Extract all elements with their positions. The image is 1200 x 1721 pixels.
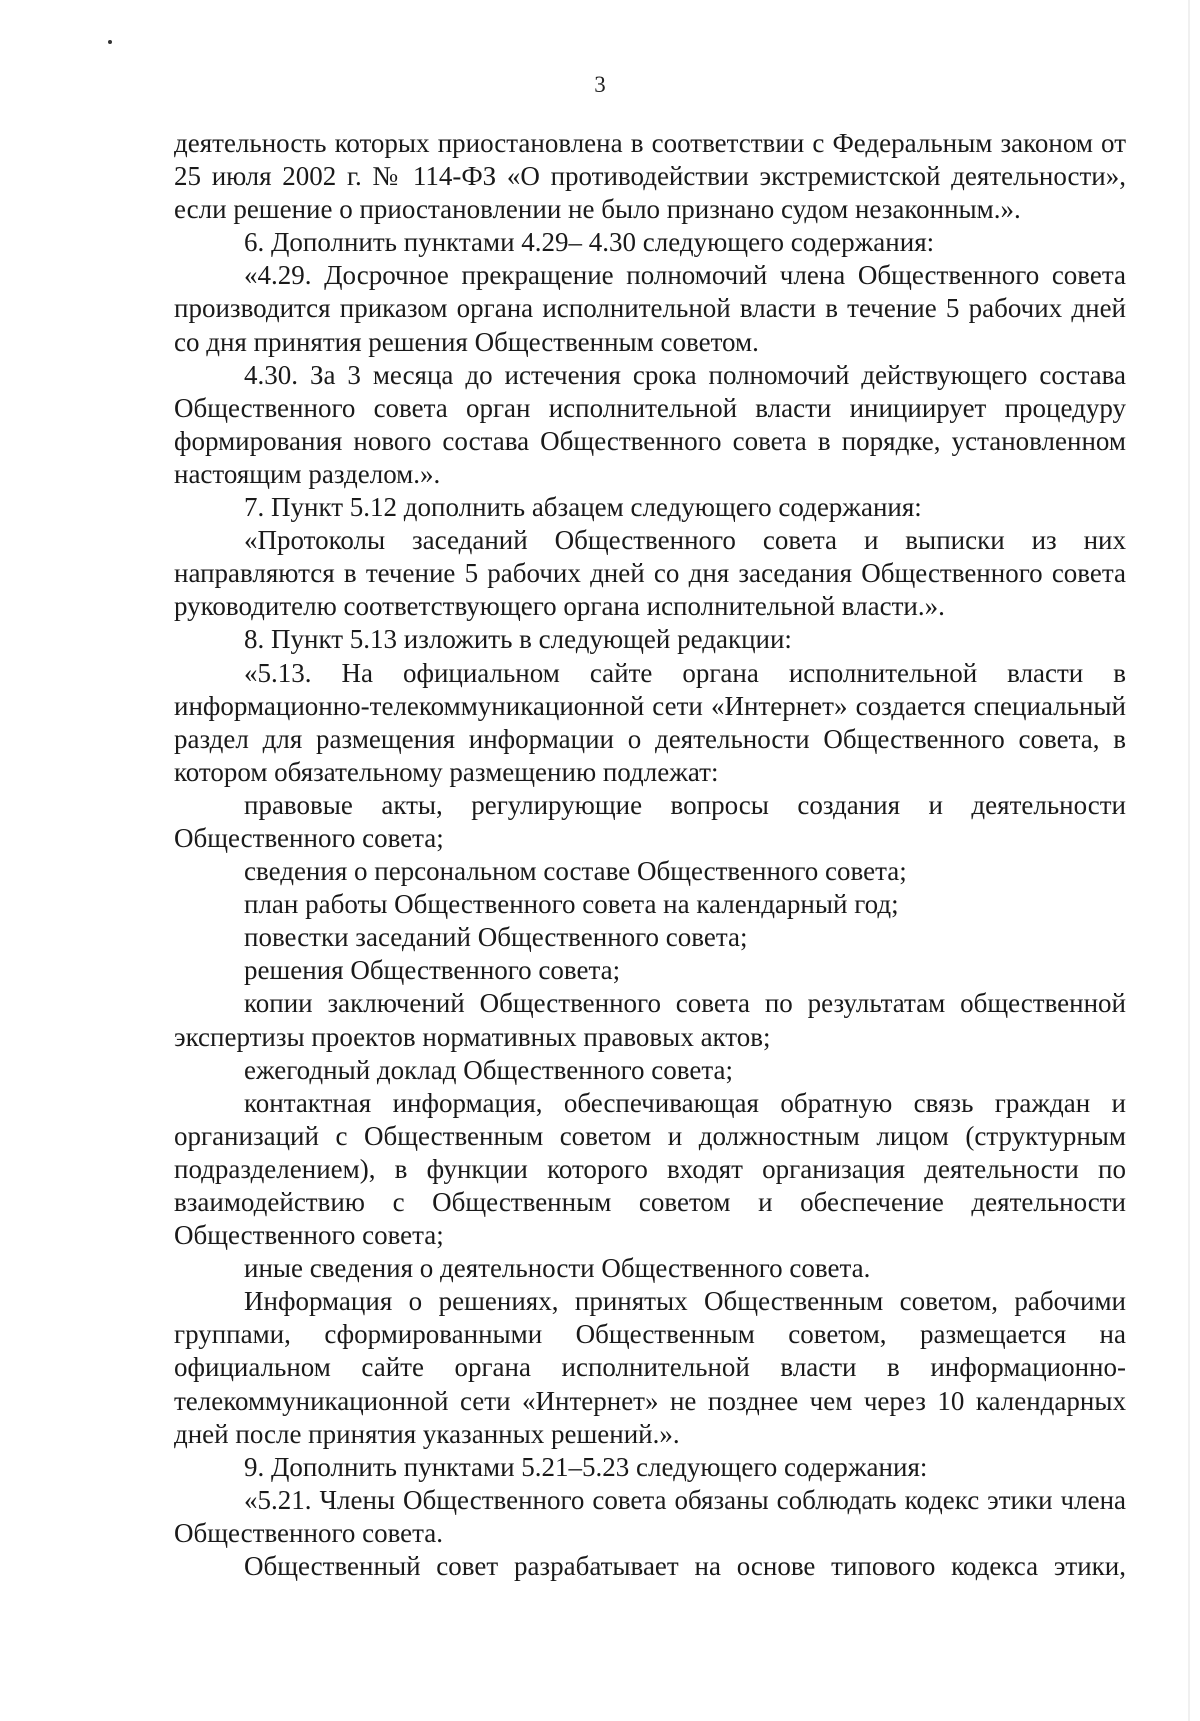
paragraph-item-6: 6. Дополнить пунктами 4.29– 4.30 следующего содержания: <box>244 227 935 258</box>
list-item-other-info: иные сведения о деятельности Общественного совета. <box>244 1253 871 1284</box>
list-item-annual-report: ежегодный доклад Общественного совета; <box>244 1054 733 1085</box>
paragraph-4-29: «4.29. Досрочное прекращение полномочий члена Общественного совета производится приказом органа исполнительной власти в течение 5 рабочих дней со дня принятия решения Общественным советом. <box>174 260 1126 357</box>
paragraph-4-30: 4.30. За 3 месяца до истечения срока полномочий действующего состава Общественного совета орган исполнительной власти инициирует процедуру формирования нового состава Общественного совета в порядке, установленном настоящим разделом.». <box>174 359 1126 489</box>
paragraph-item-7: 7. Пункт 5.12 дополнить абзацем следующего содержания: <box>244 492 922 523</box>
paragraph-5-13: «5.13. На официальном сайте органа исполнительной власти в информационно-телекоммуникационной сети «Интернет» создается специальный раздел для размещения информации о деятельности Общественного совета, в котором обязательному размещению подлежат: <box>174 657 1126 787</box>
paragraph-protocols: «Протоколы заседаний Общественного совета и выписки из них направляются в течение 5 рабочих дней со дня заседания Общественного совета руководителю соответствующего органа исполнительной власти.». <box>174 525 1126 622</box>
paragraph-decisions-info: Информация о решениях, принятых Общественным советом, рабочими группами, сформированными Общественным советом, размещается на официальном сайте органа исполнительной власти в информационно-телекоммуникационной сети «Интернет» не позднее чем через 10 календарных дней после принятия указанных решений.». <box>174 1286 1126 1449</box>
list-item-agendas: повестки заседаний Общественного совета; <box>244 922 748 953</box>
paragraph-continuation: деятельность которых приостановлена в соответствии с Федеральным законом от 25 июля 2002 г. № 114-ФЗ «О противодействии экстремистской деятельности», если решение о приостановлении не было признано судом незаконным.». <box>174 128 1126 225</box>
paragraph-ethics-code: Общественный совет разрабатывает на основе типового кодекса этики, <box>244 1551 1126 1582</box>
list-item-legal-acts: правовые акты, регулирующие вопросы создания и деятельности Общественного совета; <box>174 789 1126 853</box>
list-item-conclusions: копии заключений Общественного совета по результатам общественной экспертизы проектов нормативных правовых актов; <box>174 988 1126 1052</box>
list-item-contact-info: контактная информация, обеспечивающая обратную связь граждан и организаций с Общественным советом и должностным лицом (структурным подразделением), в функции которого входят организация деятельности по взаимодействию с Общественным советом и обеспечение деятельности Общественного совета; <box>174 1087 1126 1251</box>
page-number: 3 <box>594 72 606 97</box>
list-item-composition: сведения о персональном составе Общественного совета; <box>244 856 907 887</box>
paragraph-5-21: «5.21. Члены Общественного совета обязаны соблюдать кодекс этики члена Общественного совета. <box>174 1484 1126 1548</box>
scan-edge-mark <box>1188 0 1190 1721</box>
paragraph-item-9: 9. Дополнить пунктами 5.21–5.23 следующего содержания: <box>244 1451 928 1482</box>
document-body <box>174 127 1126 1583</box>
list-item-decisions: решения Общественного совета; <box>244 955 621 986</box>
list-item-work-plan: план работы Общественного совета на календарный год; <box>244 889 899 920</box>
scan-speck <box>108 40 112 44</box>
paragraph-item-8: 8. Пункт 5.13 изложить в следующей редакции: <box>244 624 792 655</box>
